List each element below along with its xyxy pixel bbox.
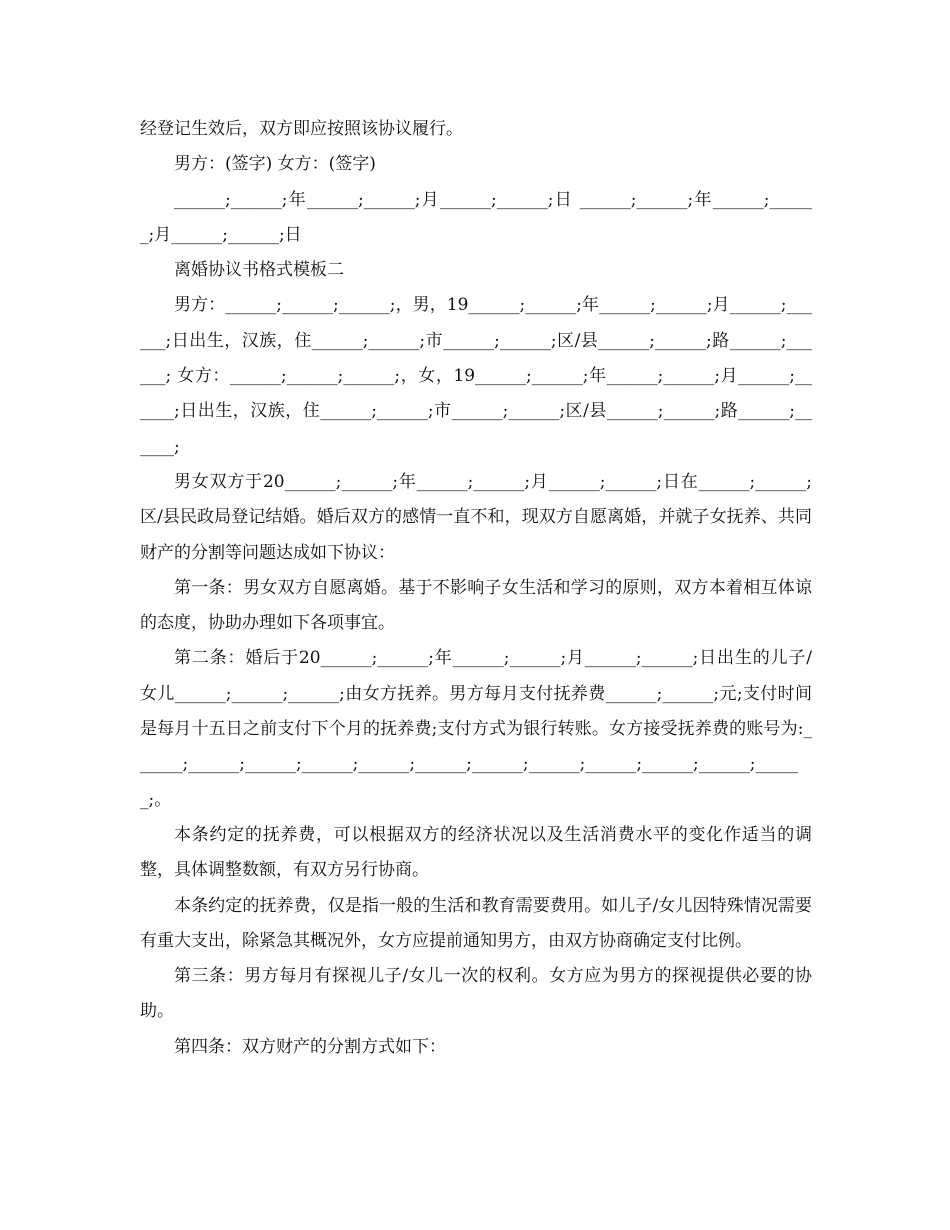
section-heading-template-two: 离婚协议书格式模板二 xyxy=(174,260,344,281)
paragraph-article-three: 第三条：男方每月有探视儿子/女儿一次的权利。女方应为男方的探视提供必要的协助。 xyxy=(140,966,812,1022)
paragraph-continuation: 经登记生效后，双方即应按照该协议履行。 xyxy=(140,119,463,139)
paragraph-article-two: 第二条：婚后于20______;______;年______;______;月______;______;日出生的儿子/女儿______;______;______;由女方抚养。男方每月支付抚养费______;______;元;支付时间是每月十五日之前支付下个月的抚养费;支付方式为银行转账。女方接受抚养费的账号为:______;______;______;______;______;______;______;______;______;______;______;______;。 xyxy=(140,648,812,810)
paragraph-support-scope: 本条约定的抚养费，仅是指一般的生活和教育需要费用。如儿子/女儿因特殊情况需要有重大支出，除紧急其概况外，女方应提前通知男方，由双方协商确定支付比例。 xyxy=(140,895,812,951)
paragraph-article-one: 第一条：男女双方自愿离婚。基于不影响子女生活和学习的原则，双方本着相互体谅的态度，协助办理如下各项事宜。 xyxy=(140,577,812,634)
paragraph-signature-dates: ______;______;年______;______;月______;______;日 ______;______;年______;______;月______;______;日 xyxy=(140,189,812,245)
paragraph-marriage-registration: 男女双方于20______;______;年______;______;月______;______;日在______;______;区/县民政局登记结婚。婚后双方的感情一直不和，现双方自愿离婚，并就子女抚养、共同财产的分割等问题达成如下协议： xyxy=(140,471,812,563)
paragraph-signatures: 男方：(签字) 女方：(签字) xyxy=(174,154,376,175)
paragraph-support-adjustment: 本条约定的抚养费，可以根据双方的经济状况以及生活消费水平的变化作适当的调整，具体调整数额，有双方另行协商。 xyxy=(140,824,812,881)
document-body xyxy=(140,112,812,1065)
paragraph-party-info: 男方：______;______;______;，男，19______;______;年______;______;月______;______;日出生，汉族，住______;______;市______;______;区/县______;______;路______;______; 女方：______;______;______;，女，19______;______;年______;______;月______;______;日出生，汉族，住______;______;市______;______;区/县______;______;路______;______; xyxy=(140,295,812,457)
paragraph-article-four: 第四条：双方财产的分割方式如下： xyxy=(174,1036,446,1057)
